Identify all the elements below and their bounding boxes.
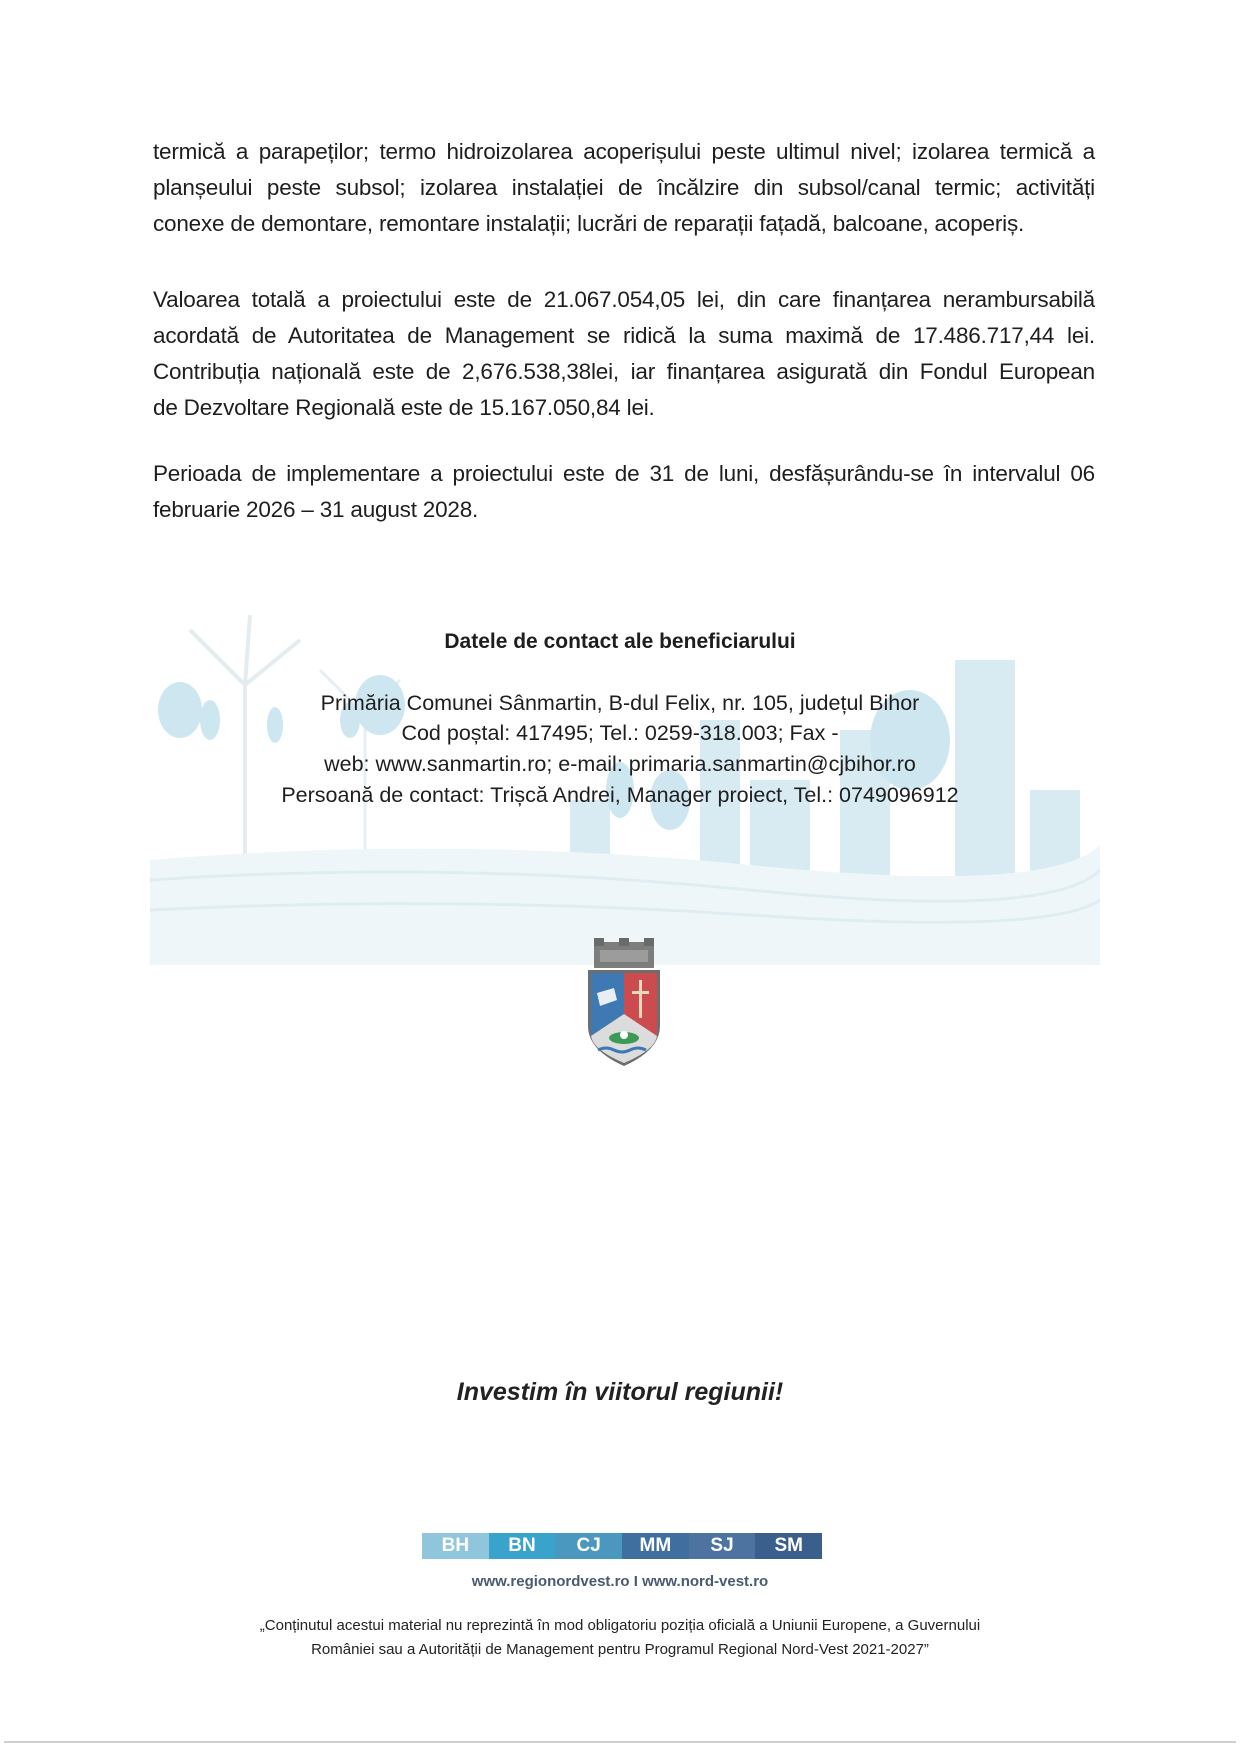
region-bh: BH <box>422 1533 489 1559</box>
text-line: de Dezvoltare Regională este de 15.167.050,84 lei. <box>153 395 655 420</box>
text-line: acordată de Autoritatea de Management se ridică la suma maximă de 17.486.717,44 lei. <box>153 323 1095 348</box>
slogan: Investim în viitorul regiunii! <box>456 1378 784 1406</box>
period-paragraph <box>153 456 1095 528</box>
contact-person: Persoană de contact: Trișcă Andrei, Manager proiect, Tel.: 0749096912 <box>281 783 959 807</box>
contact-address: Primăria Comunei Sânmartin, B-dul Felix, nr. 105, județul Bihor <box>320 691 920 715</box>
text-line: Perioada de implementare a proiectului este de 31 de luni, desfășurându-se în intervalul 06 <box>153 461 1095 486</box>
coat-of-arms-icon <box>584 938 664 1068</box>
page-bottom-rule <box>4 1741 1236 1743</box>
region-mm: MM <box>622 1533 689 1559</box>
contact-web-email: web: www.sanmartin.ro; e-mail: primaria.sanmartin@cjbihor.ro <box>324 752 916 776</box>
disclaimer-line: „Conținutul acestui material nu reprezintă în mod obligatoriu poziția oficială a Uniunii Europene, a Guvernului <box>259 1617 981 1634</box>
footer-urls: www.regionordvest.ro I www.nord-vest.ro <box>471 1573 769 1590</box>
text-line: Contribuția națională este de 2,676.538,38lei, iar finanțarea asigurată din Fondul European <box>153 359 1095 384</box>
region-cj: CJ <box>555 1533 622 1559</box>
contact-postal-phone: Cod poștal: 417495; Tel.: 0259-318.003; Fax - <box>401 721 839 745</box>
contact-title: Datele de contact ale beneficiarului <box>444 630 796 653</box>
text-line: februarie 2026 – 31 august 2028. <box>153 497 479 522</box>
works-paragraph <box>153 134 1095 242</box>
text-line: planșeului peste subsol; izolarea instalației de încălzire din subsol/canal termic; activități <box>153 175 1095 200</box>
region-bar <box>422 1533 822 1559</box>
text-line: conexe de demontare, remontare instalații; lucrări de reparații fațadă, balcoane, acoperiș. <box>153 211 1025 236</box>
disclaimer <box>0 1614 1240 1662</box>
text-line: Valoarea totală a proiectului este de 21.067.054,05 lei, din care finanțarea nerambursabilă <box>153 287 1095 312</box>
value-paragraph <box>153 282 1095 426</box>
text-line: termică a parapeților; termo hidroizolarea acoperișului peste ultimul nivel; izolarea termică a <box>153 139 1095 164</box>
region-sm: SM <box>755 1533 822 1559</box>
disclaimer-line: României sau a Autorității de Management pentru Programul Regional Nord-Vest 2021-2027” <box>311 1641 929 1658</box>
region-bn: BN <box>489 1533 556 1559</box>
region-sj: SJ <box>689 1533 756 1559</box>
